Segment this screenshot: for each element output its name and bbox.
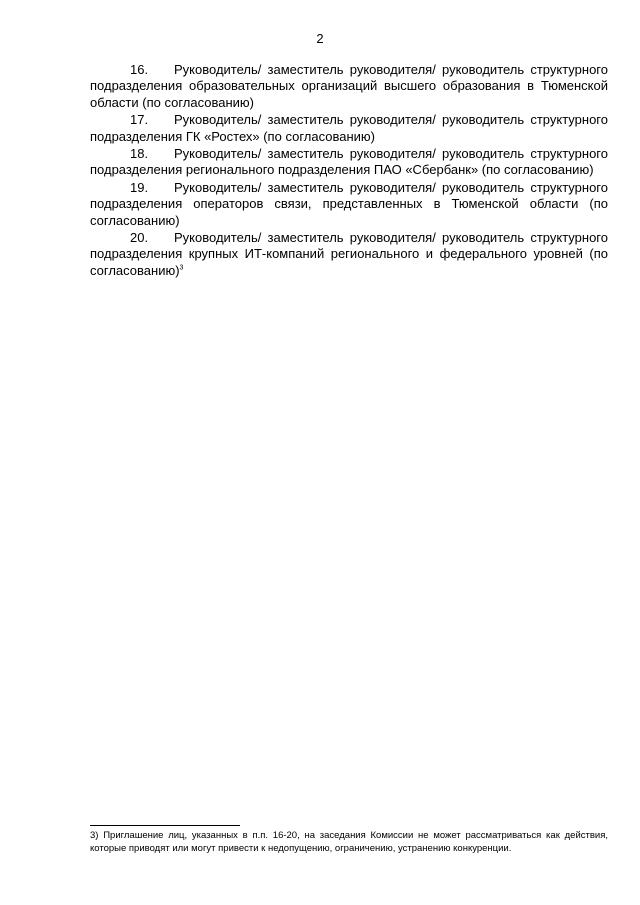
page-number: 2 <box>316 31 324 46</box>
item-text: Руководитель/ заместитель руководителя/ руководитель структурного подразделения крупных ИТ-компаний регионального и федерального уровней (по согласованию) <box>90 230 608 278</box>
footnote-reference: 3 <box>179 264 184 272</box>
item-number: 16. <box>130 62 149 77</box>
list-item <box>90 62 608 111</box>
list-item <box>90 112 608 145</box>
footnote-text: 3) Приглашение лиц, указанных в п.п. 16-20, на заседания Комиссии не может рассматриваться как действия, которые приводят или могут привести к недопущению, ограничению, устранению конкуренции. <box>90 830 608 854</box>
item-number: 19. <box>130 179 149 195</box>
list-item <box>90 230 608 279</box>
item-text: Руководитель/ заместитель руководителя/ руководитель структурного подразделения регионального подразделения ПАО «Сбербанк» (по согласованию) <box>90 146 608 178</box>
participant-list <box>90 62 608 280</box>
item-number: 18. <box>130 146 149 162</box>
item-text: Руководитель/ заместитель руководителя/ руководитель структурного подразделения ГК «Ростех» (по согласованию) <box>90 112 608 144</box>
list-item <box>90 180 608 229</box>
footnote-divider <box>90 825 240 826</box>
item-text: Руководитель/ заместитель руководителя/ руководитель структурного подразделения образовательных организаций высшего образования в Тюменской области (по согласованию) <box>90 62 608 110</box>
list-item <box>90 146 608 179</box>
item-text: Руководитель/ заместитель руководителя/ руководитель структурного подразделения операторов связи, представленных в Тюменской области (по согласованию) <box>90 179 608 228</box>
item-number: 20. <box>130 230 149 246</box>
item-number: 17. <box>130 112 149 128</box>
